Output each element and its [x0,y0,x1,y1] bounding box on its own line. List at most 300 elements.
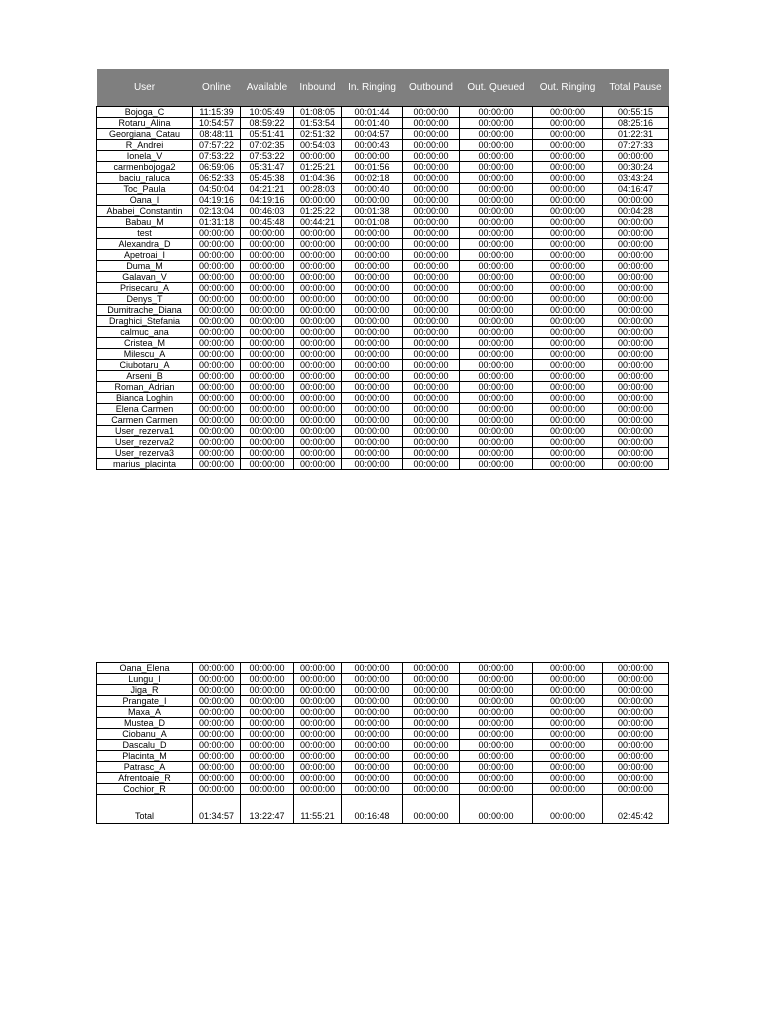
cell-user: Ababei_Constantin [97,206,193,217]
cell-available: 05:51:41 [241,129,294,140]
cell-out-queued: 00:00:00 [460,129,533,140]
cell-in-ringing: 00:00:00 [342,674,403,685]
cell-out-ringing: 00:00:00 [533,261,603,272]
cell-out-queued: 00:00:00 [460,151,533,162]
cell-user: Oana_Elena [97,663,193,674]
cell-outbound: 00:00:00 [403,283,460,294]
cell-in-ringing: 00:00:00 [342,685,403,696]
cell-inbound: 00:00:00 [294,437,342,448]
cell-online: 07:53:22 [193,151,241,162]
cell-inbound: 01:25:21 [294,162,342,173]
cell-total-pause: 00:00:00 [603,349,669,360]
total-label: Total [97,795,193,824]
cell-user: User_rezerva1 [97,426,193,437]
cell-user: Ciubotaru_A [97,360,193,371]
cell-available: 00:00:00 [241,283,294,294]
cell-user: Roman_Adrian [97,382,193,393]
total-outbound: 00:00:00 [403,795,460,824]
cell-out-queued: 00:00:00 [460,718,533,729]
cell-in-ringing: 00:00:00 [342,261,403,272]
cell-inbound: 00:00:00 [294,239,342,250]
cell-inbound: 01:08:05 [294,107,342,118]
cell-total-pause: 00:00:00 [603,448,669,459]
cell-out-queued: 00:00:00 [460,107,533,118]
cell-inbound: 00:00:00 [294,448,342,459]
cell-online: 07:57:22 [193,140,241,151]
cell-available: 00:00:00 [241,404,294,415]
table-row [97,674,669,685]
cell-total-pause: 00:00:00 [603,239,669,250]
table-row [97,151,669,162]
cell-out-ringing: 00:00:00 [533,663,603,674]
cell-available: 00:00:00 [241,349,294,360]
cell-online: 00:00:00 [193,773,241,784]
cell-in-ringing: 00:00:00 [342,426,403,437]
table-footer [97,795,669,824]
cell-online: 00:00:00 [193,272,241,283]
cell-inbound: 00:00:00 [294,459,342,470]
cell-outbound: 00:00:00 [403,184,460,195]
cell-available: 00:00:00 [241,685,294,696]
table-row [97,338,669,349]
table-row [97,784,669,795]
cell-inbound: 00:00:00 [294,773,342,784]
cell-total-pause: 00:00:00 [603,382,669,393]
total-inbound: 11:55:21 [294,795,342,824]
header-in-ringing: In. Ringing [342,69,403,107]
cell-out-queued: 00:00:00 [460,415,533,426]
cell-out-ringing: 00:00:00 [533,206,603,217]
cell-outbound: 00:00:00 [403,459,460,470]
cell-in-ringing: 00:00:00 [342,338,403,349]
cell-outbound: 00:00:00 [403,261,460,272]
cell-in-ringing: 00:00:00 [342,239,403,250]
cell-available: 07:02:35 [241,140,294,151]
table-row [97,393,669,404]
table-row [97,437,669,448]
cell-user: Ionela_V [97,151,193,162]
cell-user: marius_placinta [97,459,193,470]
cell-inbound: 00:00:00 [294,382,342,393]
cell-out-queued: 00:00:00 [460,773,533,784]
cell-available: 00:00:00 [241,239,294,250]
cell-user: Draghici_Stefania [97,316,193,327]
cell-available: 00:00:00 [241,261,294,272]
cell-out-ringing: 00:00:00 [533,239,603,250]
cell-outbound: 00:00:00 [403,729,460,740]
cell-out-queued: 00:00:00 [460,784,533,795]
cell-out-queued: 00:00:00 [460,360,533,371]
cell-total-pause: 00:00:00 [603,696,669,707]
cell-out-queued: 00:00:00 [460,426,533,437]
cell-user: Placinta_M [97,751,193,762]
cell-total-pause: 00:55:15 [603,107,669,118]
cell-total-pause: 00:00:00 [603,707,669,718]
cell-out-queued: 00:00:00 [460,685,533,696]
total-online: 01:34:57 [193,795,241,824]
cell-available: 00:00:00 [241,773,294,784]
cell-in-ringing: 00:00:00 [342,448,403,459]
table-row [97,663,669,674]
cell-out-queued: 00:00:00 [460,206,533,217]
cell-out-queued: 00:00:00 [460,327,533,338]
table-body [97,107,669,470]
cell-available: 00:00:00 [241,663,294,674]
cell-online: 00:00:00 [193,338,241,349]
cell-total-pause: 00:00:00 [603,674,669,685]
cell-available: 00:00:00 [241,696,294,707]
cell-in-ringing: 00:00:00 [342,415,403,426]
cell-user: Ciobanu_A [97,729,193,740]
cell-total-pause: 04:16:47 [603,184,669,195]
cell-out-queued: 00:00:00 [460,762,533,773]
cell-total-pause: 00:00:00 [603,784,669,795]
table-row [97,426,669,437]
cell-outbound: 00:00:00 [403,415,460,426]
cell-user: Galavan_V [97,272,193,283]
cell-inbound: 00:00:00 [294,740,342,751]
cell-inbound: 00:00:00 [294,360,342,371]
cell-available: 00:00:00 [241,305,294,316]
table-row [97,382,669,393]
cell-out-queued: 00:00:00 [460,261,533,272]
cell-total-pause: 00:00:00 [603,740,669,751]
cell-in-ringing: 00:01:40 [342,118,403,129]
cell-total-pause: 00:00:00 [603,718,669,729]
table-row [97,272,669,283]
cell-out-queued: 00:00:00 [460,250,533,261]
cell-out-ringing: 00:00:00 [533,404,603,415]
cell-out-queued: 00:00:00 [460,239,533,250]
cell-online: 00:00:00 [193,448,241,459]
cell-out-ringing: 00:00:00 [533,327,603,338]
cell-in-ringing: 00:00:00 [342,718,403,729]
cell-outbound: 00:00:00 [403,162,460,173]
cell-outbound: 00:00:00 [403,294,460,305]
table-row [97,129,669,140]
cell-out-queued: 00:00:00 [460,140,533,151]
cell-inbound: 00:00:00 [294,685,342,696]
cell-total-pause: 00:00:00 [603,762,669,773]
cell-in-ringing: 00:00:00 [342,305,403,316]
cell-user: Afrentoaie_R [97,773,193,784]
cell-online: 00:00:00 [193,382,241,393]
cell-out-ringing: 00:00:00 [533,129,603,140]
cell-outbound: 00:00:00 [403,762,460,773]
cell-inbound: 01:04:36 [294,173,342,184]
table-row [97,184,669,195]
cell-in-ringing: 00:00:00 [342,371,403,382]
cell-in-ringing: 00:00:00 [342,729,403,740]
cell-total-pause: 00:00:00 [603,195,669,206]
cell-out-ringing: 00:00:00 [533,349,603,360]
header-out-ringing: Out. Ringing [533,69,603,107]
cell-inbound: 00:00:00 [294,707,342,718]
cell-user: Duma_M [97,261,193,272]
cell-online: 00:00:00 [193,305,241,316]
cell-out-queued: 00:00:00 [460,404,533,415]
cell-out-ringing: 00:00:00 [533,393,603,404]
cell-online: 00:00:00 [193,740,241,751]
cell-inbound: 00:00:00 [294,316,342,327]
cell-inbound: 00:28:03 [294,184,342,195]
cell-user: carmenbojoga2 [97,162,193,173]
total-available: 13:22:47 [241,795,294,824]
table-row [97,316,669,327]
cell-outbound: 00:00:00 [403,327,460,338]
cell-out-queued: 00:00:00 [460,740,533,751]
cell-outbound: 00:00:00 [403,349,460,360]
cell-out-queued: 00:00:00 [460,316,533,327]
table-row [97,261,669,272]
cell-outbound: 00:00:00 [403,437,460,448]
cell-in-ringing: 00:00:00 [342,663,403,674]
cell-out-ringing: 00:00:00 [533,718,603,729]
table-row [97,305,669,316]
cell-online: 00:00:00 [193,707,241,718]
cell-user: Carmen Carmen [97,415,193,426]
cell-total-pause: 00:00:00 [603,393,669,404]
cell-available: 10:05:49 [241,107,294,118]
cell-online: 00:00:00 [193,762,241,773]
table-row [97,349,669,360]
cell-user: Georgiana_Catau [97,129,193,140]
cell-total-pause: 00:00:00 [603,729,669,740]
cell-total-pause: 00:00:00 [603,305,669,316]
cell-outbound: 00:00:00 [403,784,460,795]
cell-online: 00:00:00 [193,415,241,426]
header-user: User [97,69,193,107]
cell-total-pause: 00:30:24 [603,162,669,173]
cell-out-ringing: 00:00:00 [533,729,603,740]
cell-in-ringing: 00:01:44 [342,107,403,118]
header-total-pause: Total Pause [603,69,669,107]
cell-user: Cristea_M [97,338,193,349]
cell-available: 08:59:22 [241,118,294,129]
cell-outbound: 00:00:00 [403,239,460,250]
cell-user: Prangate_I [97,696,193,707]
cell-in-ringing: 00:00:00 [342,349,403,360]
header-row [97,69,669,107]
cell-user: Maxa_A [97,707,193,718]
cell-in-ringing: 00:00:00 [342,437,403,448]
cell-in-ringing: 00:00:00 [342,382,403,393]
cell-available: 00:00:00 [241,718,294,729]
table-row [97,217,669,228]
cell-user: User_rezerva2 [97,437,193,448]
cell-out-queued: 00:00:00 [460,272,533,283]
cell-user: Alexandra_D [97,239,193,250]
cell-out-queued: 00:00:00 [460,173,533,184]
cell-outbound: 00:00:00 [403,707,460,718]
cell-available: 00:00:00 [241,360,294,371]
cell-out-ringing: 00:00:00 [533,228,603,239]
cell-outbound: 00:00:00 [403,195,460,206]
table-row [97,762,669,773]
cell-user: User_rezerva3 [97,448,193,459]
cell-inbound: 00:00:00 [294,784,342,795]
cell-online: 06:52:33 [193,173,241,184]
cell-outbound: 00:00:00 [403,338,460,349]
cell-inbound: 00:00:00 [294,404,342,415]
cell-outbound: 00:00:00 [403,426,460,437]
cell-inbound: 00:00:00 [294,294,342,305]
cell-inbound: 00:00:00 [294,751,342,762]
header-available: Available [241,69,294,107]
cell-out-queued: 00:00:00 [460,696,533,707]
cell-available: 00:00:00 [241,437,294,448]
table-row [97,740,669,751]
cell-in-ringing: 00:00:00 [342,707,403,718]
cell-in-ringing: 00:01:38 [342,206,403,217]
cell-online: 00:00:00 [193,729,241,740]
cell-user: Babau_M [97,217,193,228]
cell-inbound: 01:53:54 [294,118,342,129]
cell-out-ringing: 00:00:00 [533,173,603,184]
cell-user: Cochior_R [97,784,193,795]
cell-total-pause: 08:25:16 [603,118,669,129]
cell-out-ringing: 00:00:00 [533,118,603,129]
cell-online: 00:00:00 [193,250,241,261]
cell-out-ringing: 00:00:00 [533,107,603,118]
cell-outbound: 00:00:00 [403,696,460,707]
cell-in-ringing: 00:00:00 [342,250,403,261]
cell-out-queued: 00:00:00 [460,437,533,448]
cell-available: 00:00:00 [241,393,294,404]
total-in-ringing: 00:16:48 [342,795,403,824]
cell-out-ringing: 00:00:00 [533,674,603,685]
cell-total-pause: 00:00:00 [603,773,669,784]
cell-available: 00:00:00 [241,382,294,393]
cell-available: 00:00:00 [241,762,294,773]
cell-out-queued: 00:00:00 [460,228,533,239]
cell-out-ringing: 00:00:00 [533,696,603,707]
cell-user: R_Andrei [97,140,193,151]
cell-outbound: 00:00:00 [403,382,460,393]
cell-in-ringing: 00:00:43 [342,140,403,151]
cell-out-queued: 00:00:00 [460,338,533,349]
cell-total-pause: 00:00:00 [603,250,669,261]
cell-total-pause: 00:00:00 [603,261,669,272]
table-row [97,751,669,762]
table-row [97,206,669,217]
cell-outbound: 00:00:00 [403,173,460,184]
cell-online: 00:00:00 [193,437,241,448]
cell-available: 00:00:00 [241,751,294,762]
cell-user: Bianca Loghin [97,393,193,404]
cell-total-pause: 00:04:28 [603,206,669,217]
cell-total-pause: 00:00:00 [603,294,669,305]
cell-online: 02:13:04 [193,206,241,217]
cell-out-queued: 00:00:00 [460,382,533,393]
cell-outbound: 00:00:00 [403,206,460,217]
cell-available: 00:00:00 [241,316,294,327]
cell-user: Bojoga_C [97,107,193,118]
cell-out-queued: 00:00:00 [460,393,533,404]
cell-outbound: 00:00:00 [403,773,460,784]
cell-out-queued: 00:00:00 [460,707,533,718]
cell-available: 04:19:16 [241,195,294,206]
cell-available: 00:00:00 [241,294,294,305]
cell-inbound: 00:00:00 [294,305,342,316]
cell-in-ringing: 00:00:40 [342,184,403,195]
cell-out-queued: 00:00:00 [460,294,533,305]
cell-inbound: 00:00:00 [294,338,342,349]
cell-online: 00:00:00 [193,283,241,294]
cell-available: 00:00:00 [241,327,294,338]
cell-in-ringing: 00:00:00 [342,784,403,795]
table-row [97,239,669,250]
total-out-ringing: 00:00:00 [533,795,603,824]
table-row [97,294,669,305]
cell-in-ringing: 00:00:00 [342,773,403,784]
cell-inbound: 00:00:00 [294,415,342,426]
table-row [97,448,669,459]
cell-online: 00:00:00 [193,261,241,272]
cell-out-ringing: 00:00:00 [533,338,603,349]
cell-total-pause: 00:00:00 [603,283,669,294]
cell-online: 00:00:00 [193,239,241,250]
cell-online: 04:19:16 [193,195,241,206]
cell-in-ringing: 00:00:00 [342,751,403,762]
cell-user: Jiga_R [97,685,193,696]
cell-out-ringing: 00:00:00 [533,415,603,426]
cell-total-pause: 07:27:33 [603,140,669,151]
cell-in-ringing: 00:00:00 [342,283,403,294]
cell-available: 00:46:03 [241,206,294,217]
cell-in-ringing: 00:00:00 [342,294,403,305]
table-row [97,195,669,206]
cell-outbound: 00:00:00 [403,393,460,404]
cell-in-ringing: 00:00:00 [342,228,403,239]
cell-total-pause: 00:00:00 [603,459,669,470]
cell-out-queued: 00:00:00 [460,751,533,762]
total-out-queued: 00:00:00 [460,795,533,824]
cell-online: 00:00:00 [193,404,241,415]
cell-in-ringing: 00:00:00 [342,327,403,338]
cell-inbound: 00:00:00 [294,349,342,360]
cell-in-ringing: 00:00:00 [342,459,403,470]
cell-in-ringing: 00:01:08 [342,217,403,228]
cell-in-ringing: 00:00:00 [342,151,403,162]
cell-outbound: 00:00:00 [403,663,460,674]
cell-online: 00:00:00 [193,459,241,470]
cell-available: 00:00:00 [241,426,294,437]
cell-outbound: 00:00:00 [403,404,460,415]
cell-available: 00:45:48 [241,217,294,228]
cell-user: baciu_raluca [97,173,193,184]
cell-outbound: 00:00:00 [403,316,460,327]
cell-inbound: 00:00:00 [294,261,342,272]
cell-outbound: 00:00:00 [403,151,460,162]
cell-out-ringing: 00:00:00 [533,685,603,696]
cell-inbound: 00:54:03 [294,140,342,151]
cell-outbound: 00:00:00 [403,718,460,729]
cell-user: Prisecaru_A [97,283,193,294]
cell-total-pause: 00:00:00 [603,327,669,338]
cell-in-ringing: 00:00:00 [342,762,403,773]
cell-online: 11:15:39 [193,107,241,118]
cell-in-ringing: 00:00:00 [342,404,403,415]
cell-out-ringing: 00:00:00 [533,459,603,470]
cell-out-queued: 00:00:00 [460,349,533,360]
cell-out-queued: 00:00:00 [460,448,533,459]
cell-available: 00:00:00 [241,448,294,459]
cell-inbound: 02:51:32 [294,129,342,140]
agent-stats-table-page-1 [96,69,669,470]
cell-available: 00:00:00 [241,338,294,349]
cell-online: 00:00:00 [193,696,241,707]
